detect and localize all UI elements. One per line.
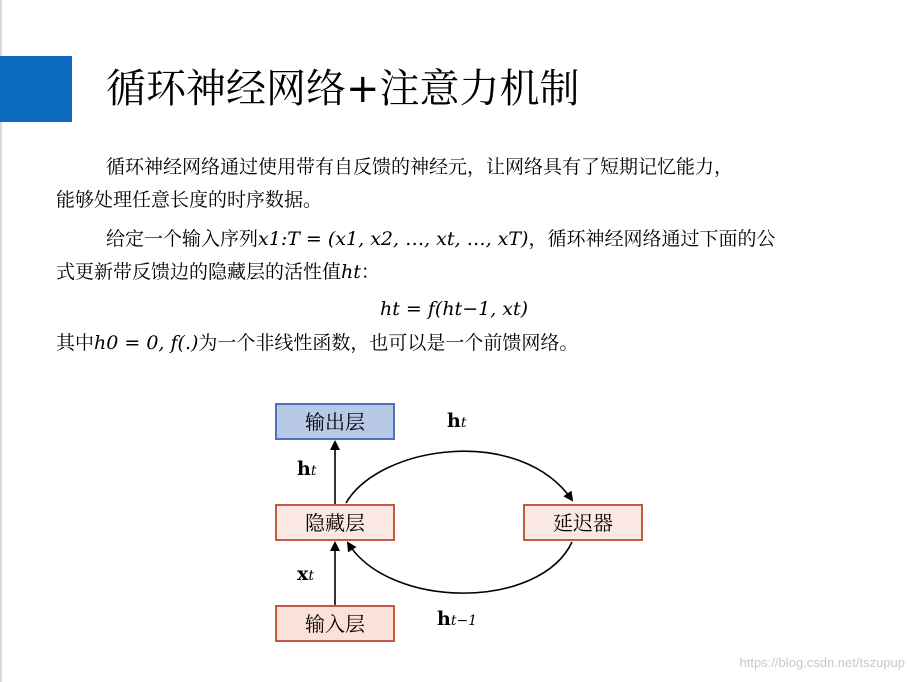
p3-prefix: 式更新带反馈边的隐藏层的活性值	[56, 261, 342, 283]
input-layer-box: 输入层	[275, 605, 395, 642]
paragraph-1-line-1: 循环神经网络通过使用带有自反馈的神经元，让网络具有了短期记忆能力，	[106, 156, 734, 178]
label-h-t-side: ht	[297, 458, 317, 480]
label-h-t-minus-1: ht−1	[437, 608, 478, 630]
input-sequence-formula: x1:T = (x1, x2, …, xt, …, xT)	[258, 228, 529, 250]
paragraph-1-line-2: 能够处理任意长度的时序数据。	[56, 189, 323, 211]
label-h-t-top: ht	[447, 410, 467, 432]
watermark-url: https://blog.csdn.net/tszupup	[739, 655, 905, 670]
delay-unit-box: 延迟器	[523, 504, 643, 541]
p4-prefix: 其中	[56, 332, 95, 354]
p4-suffix: 为一个非线性函数，也可以是一个前馈网络。	[198, 332, 579, 354]
output-layer-box: 输出层	[275, 403, 395, 440]
initial-condition: h0 = 0, f(.)	[94, 332, 199, 354]
hidden-layer-box: 隐藏层	[275, 504, 395, 541]
p3-suffix: ：	[360, 261, 380, 283]
p2-prefix: 给定一个输入序列	[106, 228, 259, 250]
slide-title: 循环神经网络+注意力机制	[106, 66, 580, 112]
hidden-to-delay-arc	[346, 451, 572, 503]
label-x-t: xt	[297, 563, 314, 585]
recurrence-equation: ht = f(ht−1, xt)	[380, 298, 529, 320]
p2-suffix: ，循环神经网络通过下面的公	[528, 228, 776, 250]
delay-to-hidden-arc	[348, 542, 572, 593]
hidden-state-var: ht	[341, 261, 361, 283]
